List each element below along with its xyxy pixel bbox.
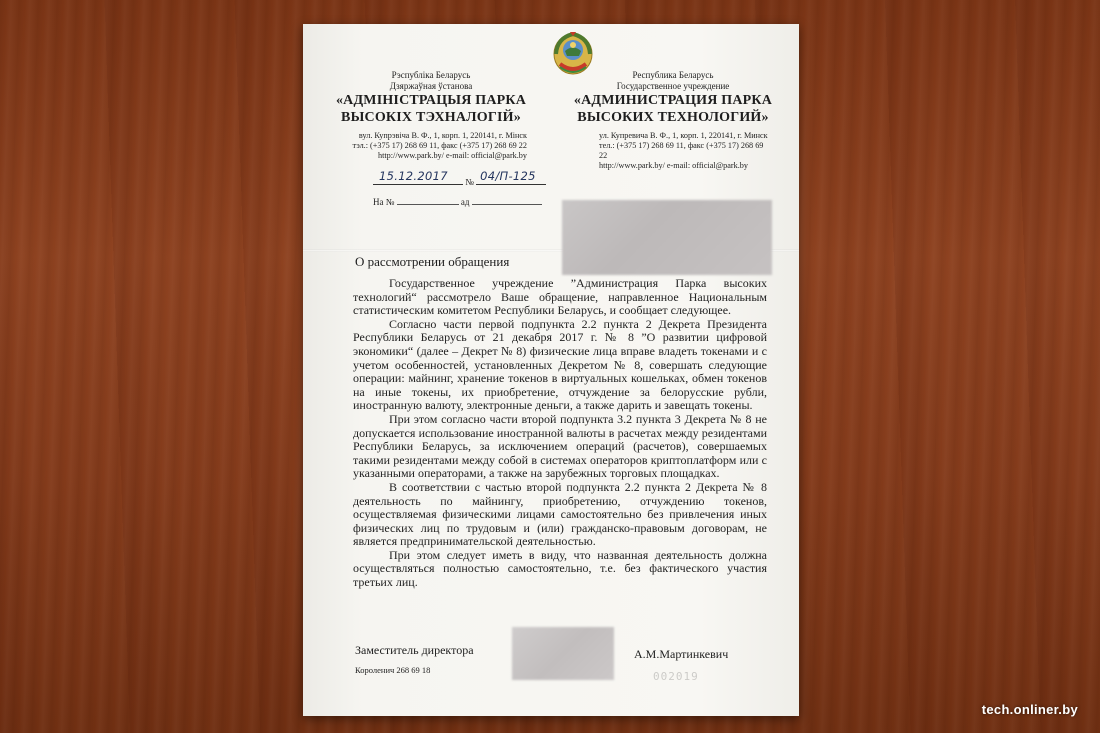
header-belarusian: [331, 70, 531, 161]
header-institution-type: Государственное учреждение: [616, 81, 730, 91]
header-title-line2: ВЫСОКІХ ТЭХНАЛОГІЙ»: [341, 110, 521, 125]
header-address: ул. Купревича В. Ф., 1, корп. 1, 220141, г. Минск: [599, 131, 768, 140]
redacted-recipient: [562, 200, 772, 275]
signatory-name: А.М.Мартинкевич: [634, 647, 729, 661]
registration-number-label: №: [465, 177, 474, 187]
header-country: Республика Беларусь: [632, 70, 714, 80]
header-title-line2: ВЫСОКИХ ТЕХНОЛОГИЙ»: [577, 110, 769, 125]
header-web: http://www.park.by/ e-mail: official@park.by: [378, 151, 527, 160]
reference-label: На №: [373, 197, 395, 207]
reference-from-label: ад: [460, 197, 470, 207]
body-paragraph: Согласно части первой подпункта 2.2 пункта 2 Декрета Президента Республики Беларусь от 21 декабря 2017 г. № 8 ”О развитии цифровой экономики“ (далее – Декрет № 8) физические лица вправе владеть токенами и с учетом особенностей, установленных Декретом № 8, совершать следующие операции: майнинг, хранение токенов в виртуальных кошельках, обмен токенов на иные токены, их приобретение, отчуждение за белорусские рубли, иностранную валюту, электронные деньги, а также дарить и завещать токены.: [353, 316, 767, 413]
letter-sheet: [303, 24, 799, 716]
registration-line: [373, 169, 546, 187]
body-paragraph: При этом согласно части второй подпункта 3.2 пункта 3 Декрета № 8 не допускается использование иностранной валюты в расчетах между резидентами Республики Беларусь, за исключением операций (расчетов), совершаемых такими резидентами между собой в системах операторов криптоплатформ или с указанными операторами, а также на зарубежных торговых площадках.: [353, 411, 767, 481]
body-paragraph: Государственное учреждение ”Администрация Парка высоких технологий“ рассмотрело Ваше обращение, направленное Национальным статистическим комитетом Республики Беларусь, и сообщает следующее.: [353, 276, 767, 318]
header-address: вул. Купрэвіча В. Ф., 1, корп. 1, 220141, г. Мінск: [358, 131, 527, 140]
header-phones: тел.: (+375 17) 268 69 11, факс (+375 17) 268 69 22: [599, 141, 764, 160]
header-web: http://www.park.by/ e-mail: official@park.by: [599, 161, 748, 170]
signature-position: Заместитель директора: [355, 643, 474, 657]
header-country: Рэспубліка Беларусь: [391, 70, 471, 80]
source-watermark: tech.onliner.by: [981, 702, 1078, 717]
header-title-line1: «АДМИНИСТРАЦИЯ ПАРКА: [573, 93, 773, 108]
header-russian: [573, 70, 773, 171]
body-paragraph: В соответствии с частью второй подпункта 2.2 пункта 2 Декрета № 8 деятельность по майнингу, приобретению, отчуждению токенов, осуществляемая физическими лицами самостоятельно без привлечения иных физических лиц по трудовым и (или) гражданско-правовым договорам, не является предпринимательской деятельностью.: [353, 479, 767, 549]
registration-date: 15.12.2017: [379, 169, 448, 183]
header-institution-type: Дзяржаўная ўстанова: [389, 81, 473, 91]
executor-contact: Короленич 268 69 18: [355, 665, 431, 675]
body-paragraph: При этом следует иметь в виду, что названная деятельность должна осуществляться полностью самостоятельно, т.е. без фактического участия третьих лиц.: [353, 547, 767, 590]
letter-subject: О рассмотрении обращения: [355, 254, 510, 269]
redacted-signature: [512, 627, 614, 680]
header-phones: тэл.: (+375 17) 268 69 11, факс (+375 17) 268 69 22: [352, 141, 527, 150]
header-title-line1: «АДМІНІСТРАЦЫЯ ПАРКА: [335, 93, 527, 108]
form-serial-number: 002019: [653, 670, 699, 683]
reference-line: [373, 194, 542, 207]
registration-number: 04/П-125: [480, 169, 536, 183]
letter-body: [353, 277, 767, 590]
